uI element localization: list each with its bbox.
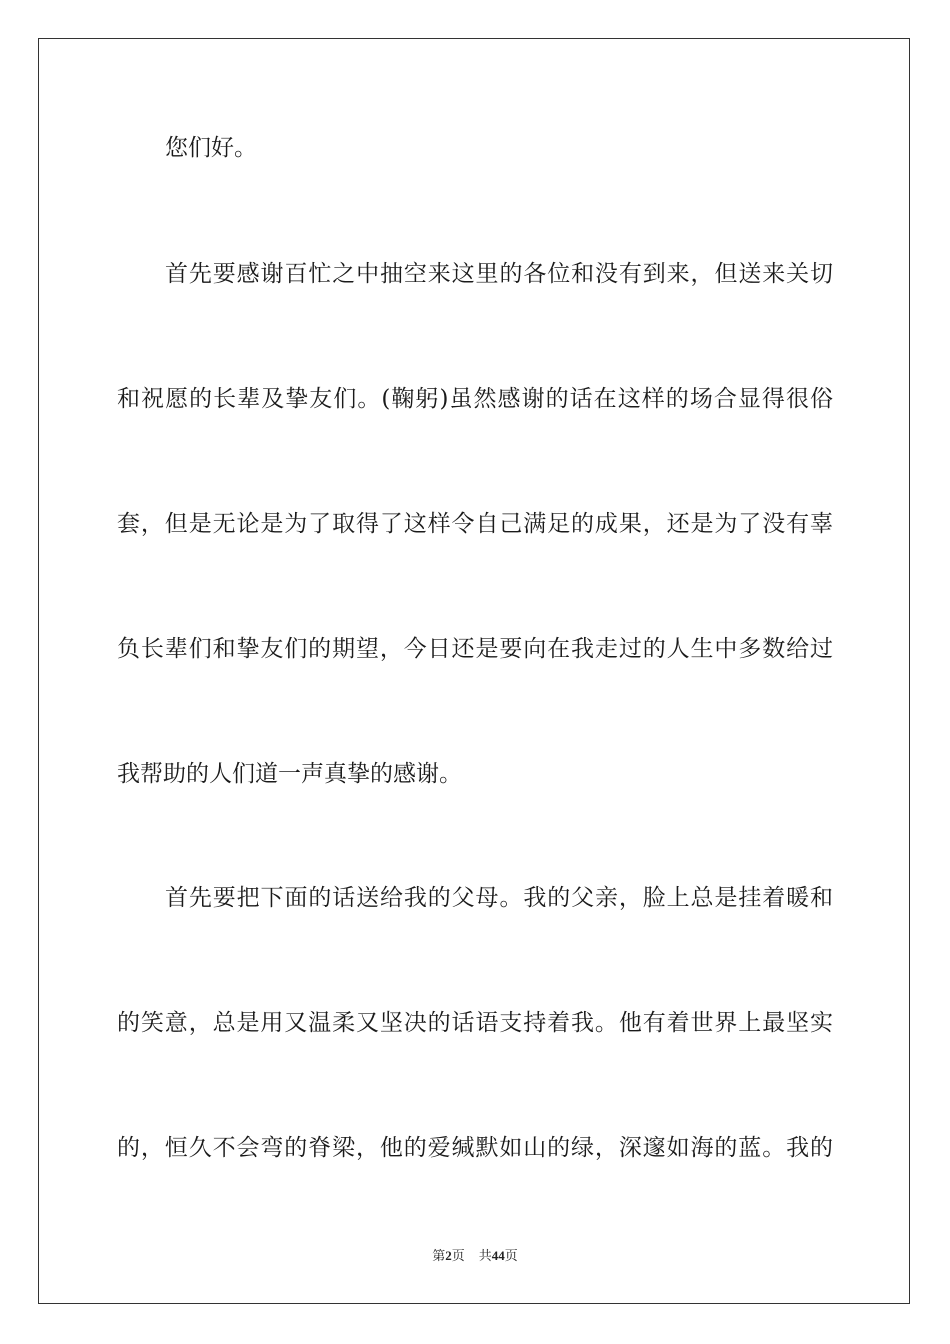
text-line-7: 首先要把下面的话送给我的父母。我的父亲，脸上总是挂着暖和	[165, 885, 833, 911]
page-prefix: 第	[432, 1248, 446, 1263]
text-line-4: 套，但是无论是为了取得了这样令自己满足的成果，还是为了没有辜	[117, 511, 833, 537]
page-border	[38, 38, 910, 1304]
total-pages: 44	[491, 1248, 505, 1263]
text-line-3: 和祝愿的长辈及挚友们。(鞠躬)虽然感谢的话在这样的场合显得很俗	[117, 386, 833, 412]
text-line-9: 的，恒久不会弯的脊梁，他的爱缄默如山的绿，深邃如海的蓝。我的	[117, 1135, 833, 1161]
text-line-2: 首先要感谢百忙之中抽空来这里的各位和没有到来，但送来关切	[165, 261, 833, 287]
text-line-8: 的笑意，总是用又温柔又坚决的话语支持着我。他有着世界上最坚实	[117, 1010, 833, 1036]
total-prefix: 共	[478, 1248, 492, 1263]
text-line-5: 负长辈们和挚友们的期望，今日还是要向在我走过的人生中多数给过	[117, 636, 833, 662]
page-number: 2	[445, 1248, 452, 1263]
total-suffix: 页	[504, 1248, 518, 1263]
text-line-1: 您们好。	[165, 135, 257, 161]
text-line-6: 我帮助的人们道一声真挚的感谢。	[117, 761, 462, 787]
page-footer	[0, 1248, 950, 1264]
page-suffix: 页	[451, 1248, 465, 1263]
